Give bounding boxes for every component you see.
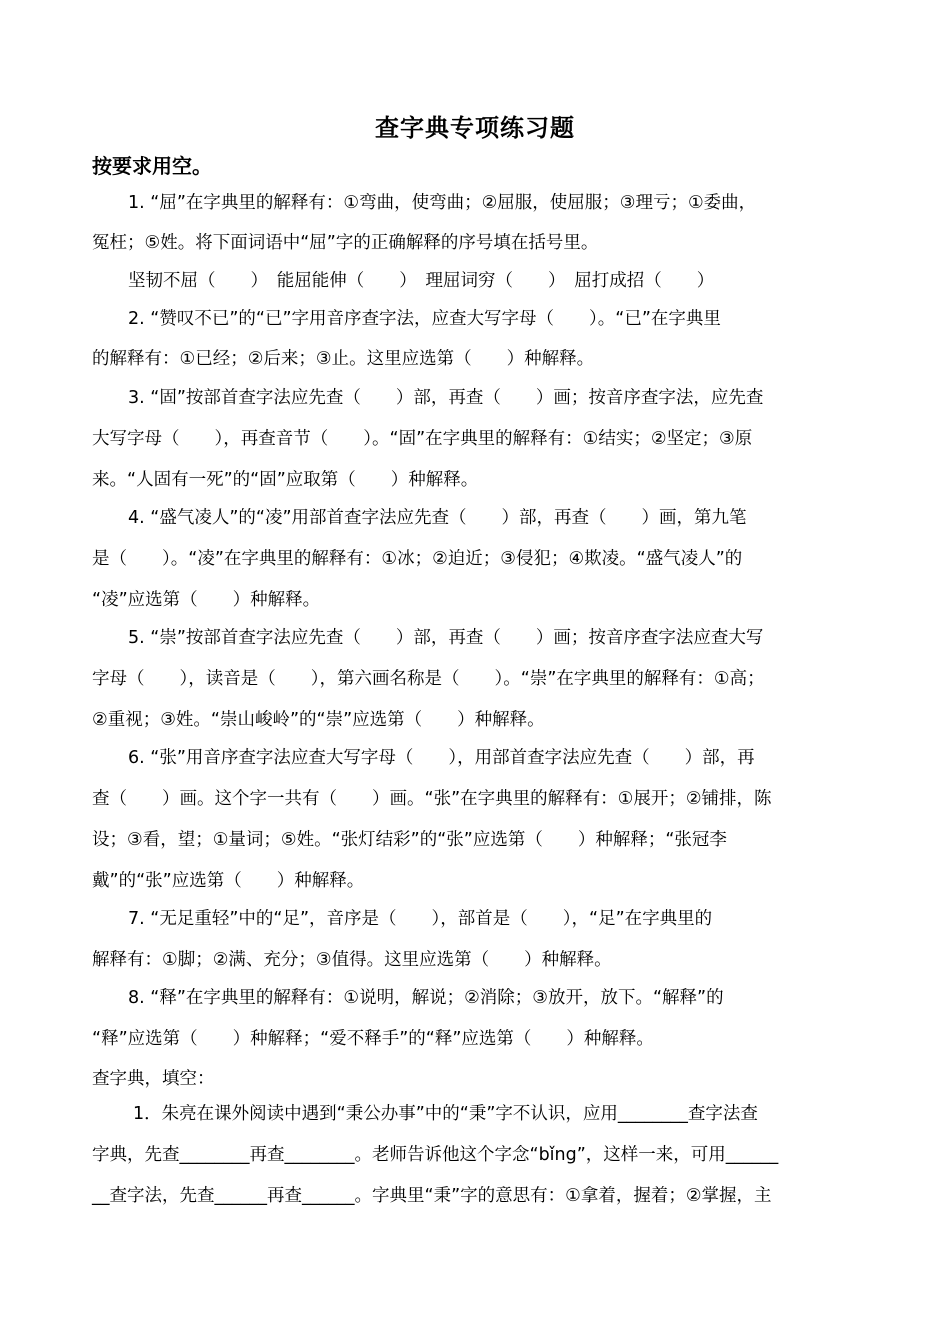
section2-heading: 查字典，填空： (92, 1069, 215, 1089)
q7-line1: 7. “无足重轻”中的“足”，音序是（ ），部首是（ ），“足”在字典里的 (128, 909, 713, 929)
q1-line1: 1. “屈”在字典里的解释有：①弯曲，使弯曲；②屈服，使屈服；③理亏；①委曲， (128, 193, 757, 213)
q2-line2: 的解释有：①已经；②后来；③止。这里应选第（ ）种解释。 (92, 349, 595, 369)
q8-line1: 8. “释”在字典里的解释有：①说明，解说；②消除；③放开，放下。“解释”的 (128, 988, 724, 1008)
section-heading: 按要求用空。 (92, 154, 212, 178)
q5-line1: 5. “崇”按部首查字法应先查（ ）部，再查（ ）画；按音序查字法应查大写 (128, 628, 764, 648)
q6-line1: 6. “张”用音序查字法应查大写字母（ ），用部首查字法应先查（ ）部，再 (128, 748, 755, 768)
q4-line2: 是（ ）。“凌”在字典里的解释有：①冰；②迫近；③侵犯；④欺凌。“盛气凌人”的 (92, 549, 743, 569)
q1-line2: 冤枉；⑤姓。将下面词语中“屈”字的正确解释的序号填在括号里。 (92, 233, 599, 253)
q3-line2: 大写字母（ ），再查音节（ ）。“固”在字典里的解释有：①结实；②坚定；③原 (92, 429, 753, 449)
q6-line2: 查（ ）画。这个字一共有（ ）画。“张”在字典里的解释有：①展开；②铺排，陈 (92, 789, 772, 809)
q4-line3: “凌”应选第（ ）种解释。 (92, 590, 321, 610)
q3-line1: 3. “固”按部首查字法应先查（ ）部，再查（ ）画；按音序查字法，应先查 (128, 388, 764, 408)
q8-line2: “释”应选第（ ）种解释；“爱不释手”的“释”应选第（ ）种解释。 (92, 1029, 654, 1049)
page-title: 查字典专项练习题 (375, 114, 575, 142)
fill-q1-line1: 1．朱亮在课外阅读中遇到“秉公办事”中的“秉”字不认识，应用________查字法查 (133, 1104, 758, 1124)
q7-line2: 解释有：①脚；②满、充分；③值得。这里应选第（ ）种解释。 (92, 950, 612, 970)
fill-q1-line3: __查字法，先查______再查______。字典里“秉”字的意思有：①拿着，握着；②掌握，主 (92, 1186, 772, 1206)
fill-q1-line2: 字典，先查________再查________。老师告诉他这个字念“bǐng”，这样一来，可用______ (92, 1145, 779, 1165)
q6-line4: 戴”的“张”应选第（ ）种解释。 (92, 871, 365, 891)
q5-line2: 字母（ ），读音是（ ），第六画名称是（ ）。“崇”在字典里的解释有：①高； (92, 669, 765, 689)
q3-line3: 来。“人固有一死”的“固”应取第（ ）种解释。 (92, 470, 479, 490)
q4-line1: 4. “盛气凌人”的“凌”用部首查字法应先查（ ）部，再查（ ）画，第九笔 (128, 508, 747, 528)
q2-line1: 2. “赞叹不已”的“已”字用音序查字法，应查大写字母（ ）。“已”在字典里 (128, 309, 721, 329)
q5-line3: ②重视；③姓。“崇山峻岭”的“崇”应选第（ ）种解释。 (92, 710, 545, 730)
q1-line3: 坚韧不屈（ ） 能屈能伸（ ） 理屈词穷（ ） 屈打成招（ ） (128, 271, 715, 291)
q6-line3: 设；③看，望；①量词；⑤姓。“张灯结彩”的“张”应选第（ ）种解释；“张冠李 (92, 830, 727, 850)
